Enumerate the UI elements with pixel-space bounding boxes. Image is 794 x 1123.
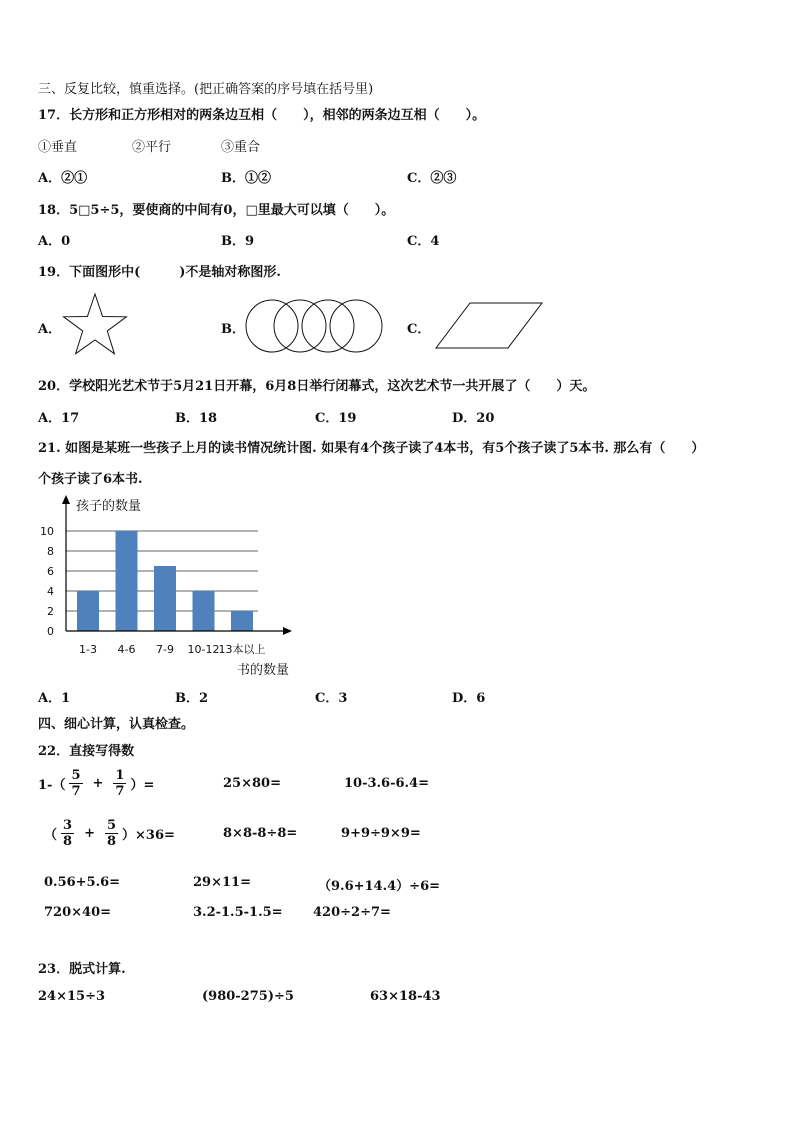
q20-option-a[interactable]: A．17 [38,411,80,426]
q19-option-c[interactable]: C． [407,322,431,337]
q17-choice-2: ②平行 [132,140,172,155]
q22-expr-8: 29×11= [193,875,251,890]
q18-option-b[interactable]: B．9 [221,234,255,249]
q22-expr-11: 3.2-1.5-1.5= [193,905,283,920]
q18-stem: 18．5□5÷5，要使商的中间有0，□里最大可以填（ ）。 [38,203,395,218]
q22-expr-3: 10-3.6-6.4= [344,776,430,791]
y-tick-label: 8 [47,545,54,558]
q18-option-a[interactable]: A．0 [38,234,71,249]
q20-option-d[interactable]: D．20 [452,411,495,426]
q23-expr-3: 63×18-43 [370,989,441,1004]
q22-expr-5: 8×8-8÷8= [223,826,298,841]
q21-option-d[interactable]: D．6 [452,691,486,706]
fraction: $\frac{1}{7}$ [115,767,125,799]
bar [77,591,99,631]
q17-choice-3: ③重合 [221,140,261,155]
q21-stem-line2: 个孩子读了6本书. [38,472,143,487]
q21-option-c[interactable]: C．3 [315,691,348,706]
reading-bar-chart [30,492,320,682]
q19-option-a[interactable]: A． [38,322,62,337]
fraction: $\frac{5}{7}$ [71,767,81,799]
bar [116,531,138,631]
q21-option-b[interactable]: B．2 [175,691,209,706]
x-axis-arrow [283,627,292,635]
q22-expr-10: 720×40= [44,905,112,920]
y-tick-label: 2 [47,605,54,618]
section4-heading: 四、细心计算，认真检查。 [38,717,195,732]
x-tick-label: 1-3 [79,643,97,656]
x-tick-label: 4-6 [117,643,136,656]
four-circles-icon [244,298,384,354]
bar [193,591,215,631]
q17-option-b[interactable]: B．①② [221,171,271,186]
q17-option-c[interactable]: C．②③ [407,171,457,186]
bar [231,611,253,631]
q22-expr-7: 0.56+5.6= [44,875,121,890]
chart-xlabel: 书的数量 [237,663,290,678]
y-tick-label: 10 [40,525,54,538]
q17-choice-1: ①垂直 [38,140,78,155]
y-tick-label: 0 [47,625,54,638]
chart-yticks [40,525,54,638]
bar [154,566,176,631]
star-icon [60,292,130,358]
x-tick-label: 13本以上 [218,643,266,656]
q21-stem-line1: 21. 如图是某班一些孩子上月的读书情况统计图. 如果有4个孩子读了4本书，有5个孩子读了5本书. 那么有（ ） [38,441,705,456]
q22-expr-12: 420÷2÷7= [313,905,391,920]
y-tick-label: 6 [47,565,54,578]
fraction: $\frac{3}{8}$ [63,817,73,849]
q23-expr-1: 24×15÷3 [38,989,106,1004]
q17-stem: 17．长方形和正方形相对的两条边互相（ ），相邻的两条边互相（ ）。 [38,108,486,123]
y-tick-label: 4 [47,585,54,598]
fraction: $\frac{5}{8}$ [106,817,117,849]
q23-expr-2: (980-275)÷5 [202,989,294,1004]
q22-expr-9: （9.6+14.4）÷6= [318,879,441,894]
q23-title: 23．脱式计算. [38,962,126,977]
parallelogram-icon [434,300,546,352]
q19-stem: 19．下面图形中( )不是轴对称图形. [38,265,281,280]
q22-expr-2: 25×80= [223,776,281,791]
x-tick-label: 10-12 [187,643,220,656]
q22-expr-1: 1-（ $\frac{5}{7}$ + $\frac{1}{7}$ ）= [38,767,155,799]
chart-xticks [79,642,265,656]
q22-expr-6: 9+9÷9×9= [341,826,421,841]
q21-option-a[interactable]: A．1 [38,691,71,706]
q17-option-a[interactable]: A．②① [38,171,88,186]
q20-stem: 20．学校阳光艺术节于5月21日开幕，6月8日举行闭幕式，这次艺术节一共开展了（ ）天。 [38,379,596,394]
chart-ylabel: 孩子的数量 [76,499,142,514]
q20-option-b[interactable]: B．18 [175,411,218,426]
y-axis-arrow [62,495,70,504]
section3-heading: 三、反复比较，慎重选择。(把正确答案的序号填在括号里) [38,82,374,97]
q20-option-c[interactable]: C．19 [315,411,357,426]
q18-option-c[interactable]: C．4 [407,234,440,249]
q22-title: 22．直接写得数 [38,744,135,759]
x-tick-label: 7-9 [156,643,174,656]
q22-expr-4: （ $\frac{3}{8}$ + $\frac{5}{8}$ ）×36= [44,817,175,849]
chart-bars [77,531,253,631]
q19-option-b[interactable]: B． [221,322,245,337]
